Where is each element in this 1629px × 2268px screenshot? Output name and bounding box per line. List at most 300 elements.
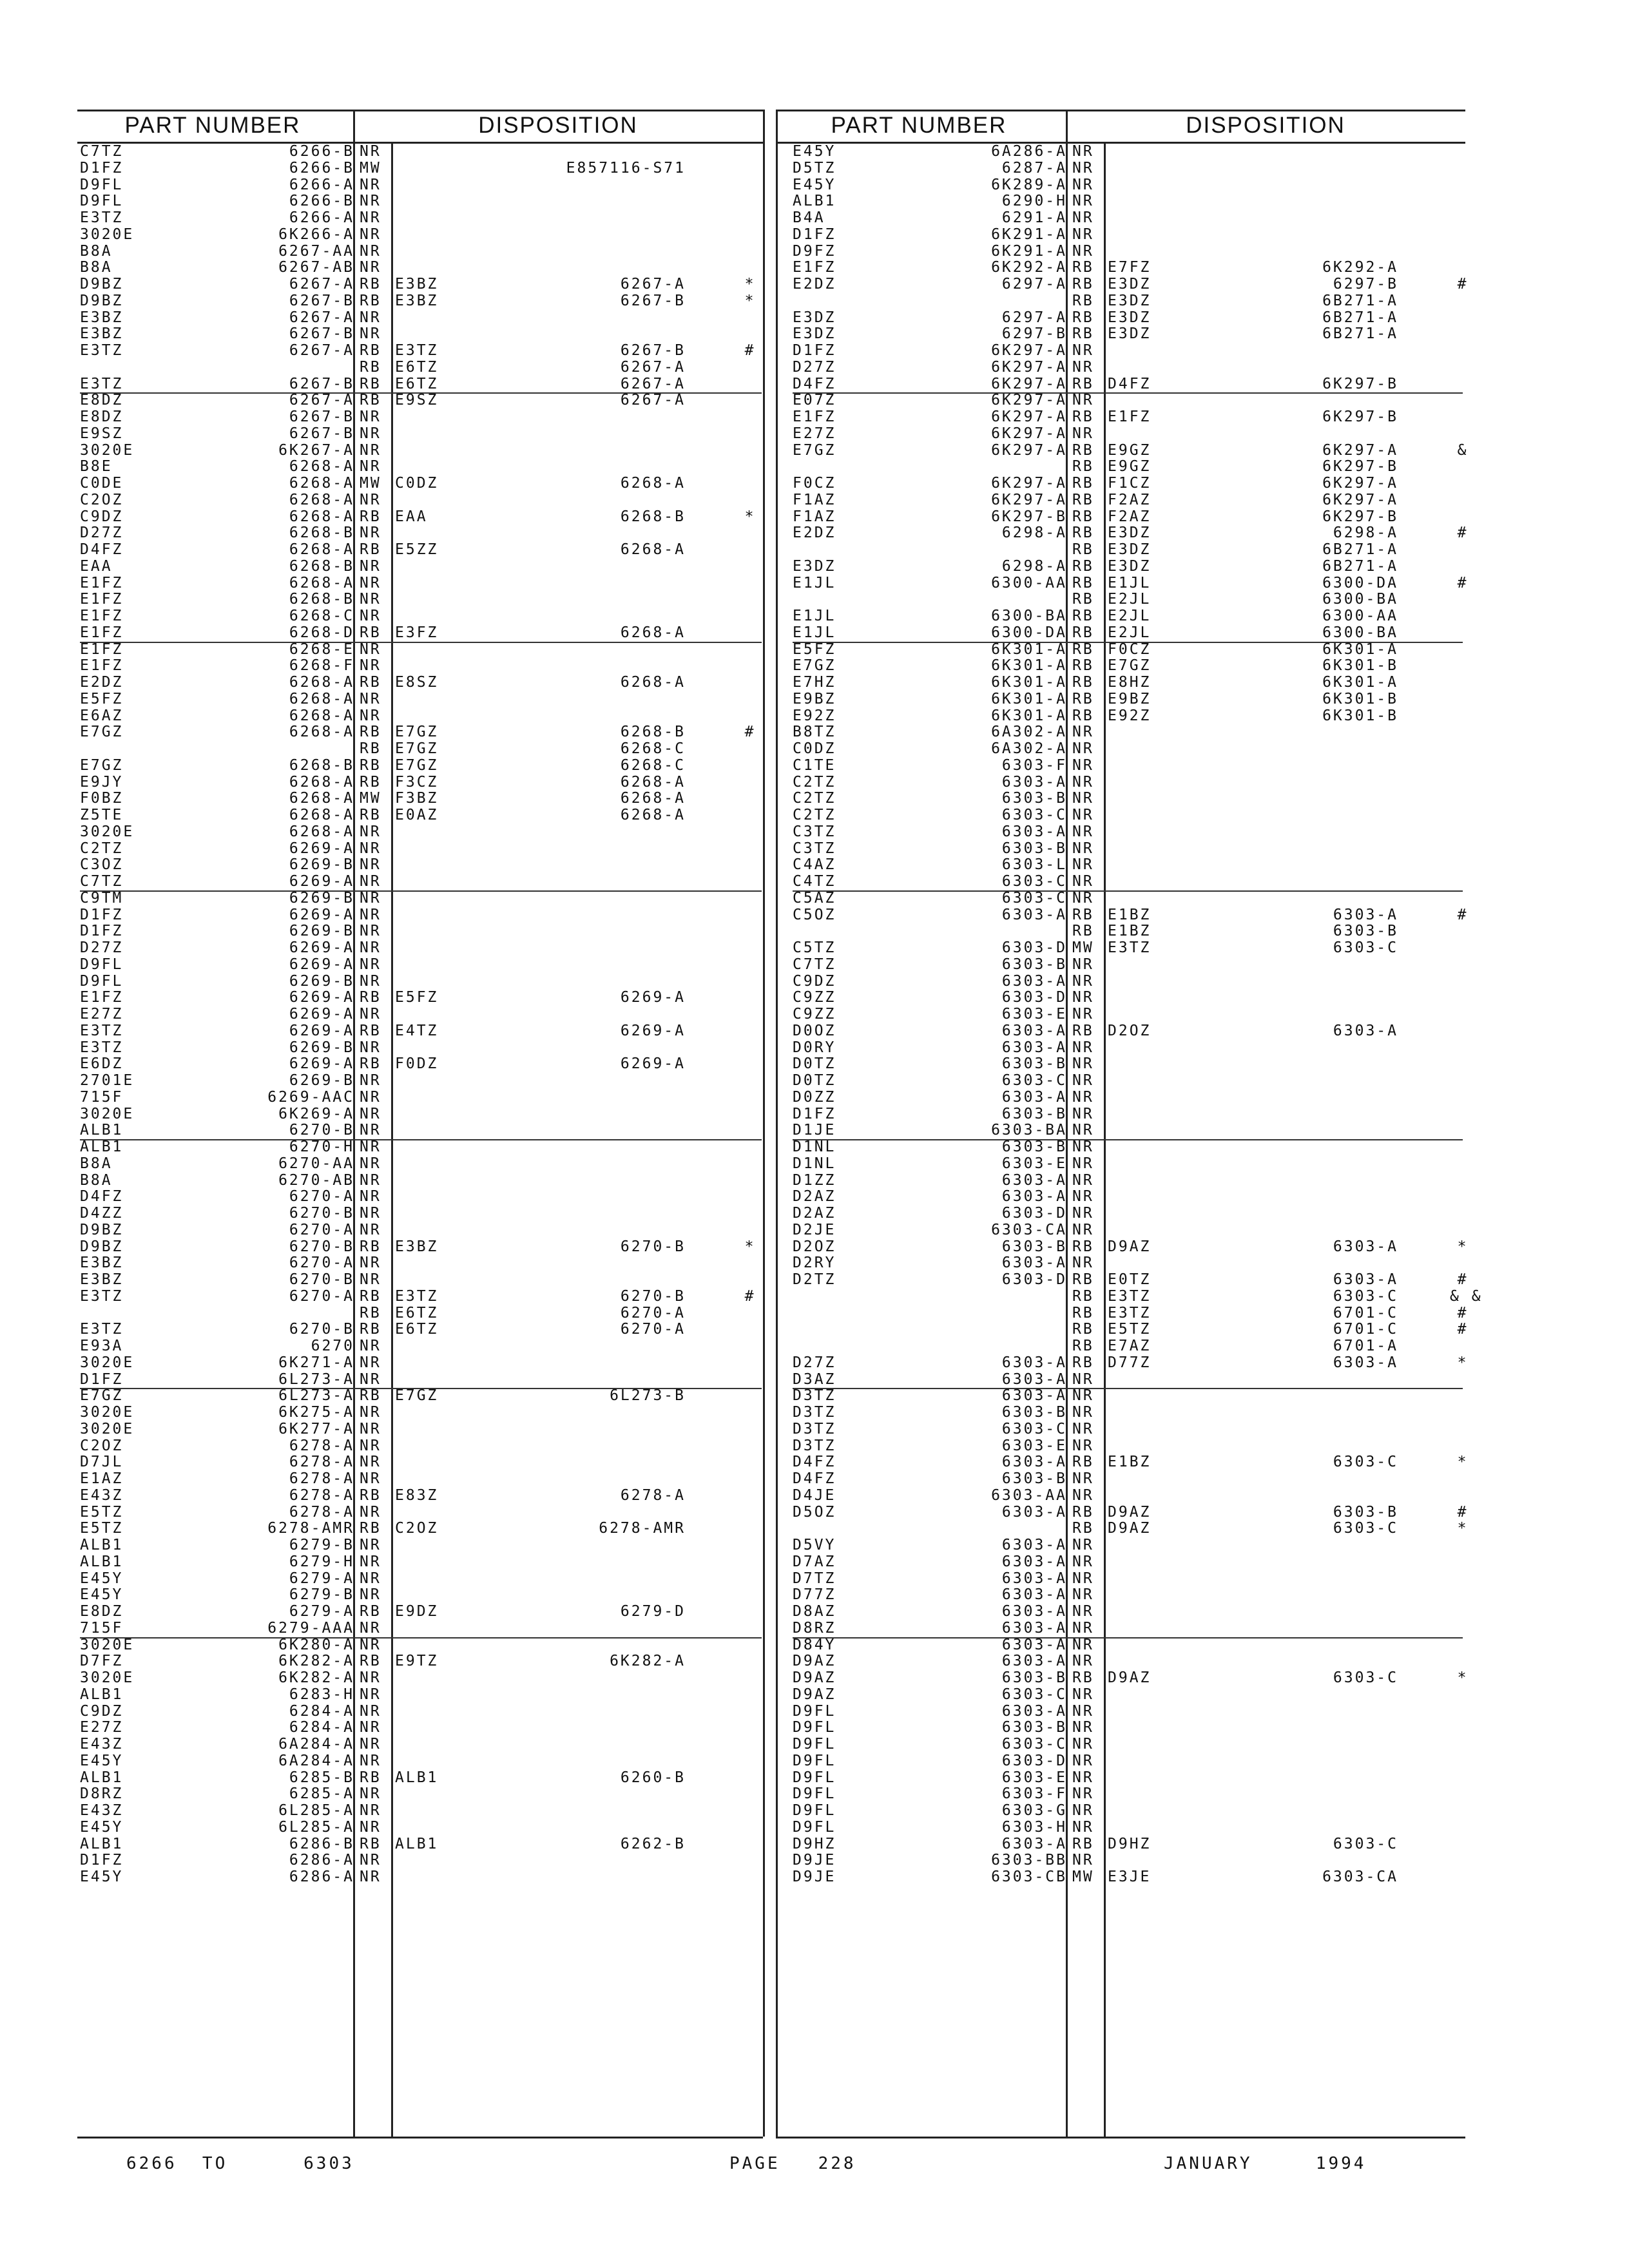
model-code: C9TM (80, 889, 124, 907)
disposition-code: NR (1072, 1553, 1094, 1570)
part-number: 6267-B (289, 325, 354, 343)
model-code: C2TZ (793, 807, 836, 823)
disposition-code: RB (1072, 674, 1094, 691)
table-row (793, 1520, 1469, 1537)
replacement-part: 6267-B (620, 342, 686, 359)
part-number: 6287-A (1001, 159, 1067, 177)
table-row (80, 559, 762, 575)
disposition-code: NR (360, 1354, 381, 1371)
replacement-part: 6K301-B (1322, 690, 1398, 707)
table-row (80, 1338, 762, 1355)
part-number: 6303-CA (991, 1221, 1067, 1238)
disposition-code: NR (1072, 209, 1094, 226)
model-code: E1FZ (80, 574, 124, 591)
model-code: D1FZ (80, 1852, 124, 1869)
disposition-code: NR (360, 441, 381, 459)
table-row (80, 492, 762, 509)
model-code: E1JL (793, 574, 836, 591)
disposition-code: NR (360, 840, 381, 857)
model-code: D9FL (793, 1736, 836, 1753)
table-row (80, 940, 762, 957)
table-row (793, 1454, 1469, 1471)
disposition-code: RB (360, 773, 381, 791)
disposition-code: RB (1072, 375, 1094, 392)
disposition-code: NR (360, 1785, 381, 1803)
table-row (80, 841, 762, 858)
model-code: D1FZ (80, 1370, 124, 1388)
table-row (80, 426, 762, 443)
model-code: D1FZ (793, 226, 836, 243)
table-row (80, 1869, 762, 1886)
disposition-code: RB (360, 1321, 381, 1338)
table-row (793, 791, 1463, 807)
model-code: D77Z (793, 1586, 836, 1604)
table-row (80, 1753, 762, 1770)
replacement-model: F2AZ (1108, 508, 1152, 525)
table-row (80, 1521, 762, 1537)
model-code: 3020E (80, 823, 135, 840)
disposition-code: NR (1072, 1653, 1094, 1670)
flag: # (744, 724, 756, 741)
disposition-code: NR (1072, 1686, 1094, 1703)
part-number: 6303-B (1001, 1669, 1067, 1686)
replacement-model: D2OZ (1108, 1022, 1152, 1039)
replacement-model: E9DZ (395, 1603, 439, 1620)
model-code: F0BZ (80, 790, 124, 807)
disposition-code: RB (360, 1022, 381, 1039)
table-row (80, 608, 762, 625)
replacement-model: E2JL (1108, 591, 1152, 608)
disposition-code: NR (360, 1088, 381, 1106)
disposition-code: NR (360, 856, 381, 874)
table-row (80, 1803, 762, 1820)
model-code: D1FZ (80, 159, 124, 177)
table-row (793, 524, 1469, 542)
table-row (80, 1056, 762, 1073)
replacement-part: 6303-A (1333, 1354, 1398, 1371)
part-number: 6267-B (289, 375, 354, 392)
disposition-code: RB (1072, 1669, 1094, 1686)
part-number: 6268-A (289, 574, 354, 591)
disposition-code: NR (1072, 159, 1094, 177)
part-number: 6303-D (1001, 939, 1067, 956)
model-code: C5TZ (793, 939, 836, 956)
table-row (793, 1852, 1463, 1869)
replacement-model: F3BZ (395, 790, 439, 807)
table-row (80, 774, 762, 791)
part-number: 6303-A (1001, 1553, 1067, 1570)
part-number: 6303-A (1001, 1454, 1067, 1471)
table-row (80, 591, 762, 608)
bottom-rule-left (77, 2137, 763, 2138)
part-number: 6298-A (1001, 524, 1067, 542)
table-row (80, 1786, 762, 1803)
model-code: C9ZZ (793, 1006, 836, 1023)
replacement-model: E0AZ (395, 807, 439, 823)
part-number: 6K291-A (991, 226, 1067, 243)
disposition-code: NR (1072, 1006, 1094, 1023)
disposition-code: NR (1072, 740, 1094, 757)
table-row (80, 1653, 762, 1670)
table-row (793, 1736, 1463, 1753)
part-number: 6L285-A (278, 1802, 354, 1819)
disposition-code: NR (1072, 1537, 1094, 1553)
disposition-code: RB (1072, 1835, 1094, 1852)
replacement-part: 6701-A (1333, 1338, 1398, 1354)
disposition-code: RB (1072, 657, 1094, 675)
replacement-model: E8HZ (1108, 674, 1152, 691)
part-number: 6303-B (1001, 840, 1067, 857)
model-code: D1JE (793, 1122, 836, 1139)
part-number: 6303-A (1001, 1570, 1067, 1587)
part-number: 6270-A (289, 1221, 354, 1238)
replacement-part: 6K297-A (1322, 441, 1398, 459)
flag: * (1457, 1238, 1469, 1255)
disposition-code: NR (360, 491, 381, 508)
replacement-part: 6K301-B (1322, 707, 1398, 724)
replacement-model: E3BZ (395, 276, 439, 293)
replacement-model: D9AZ (1108, 1520, 1152, 1537)
model-code: E7GZ (80, 724, 124, 741)
table-row (793, 1704, 1463, 1720)
model-code: E1FZ (80, 608, 124, 624)
part-number: 6A284-A (278, 1736, 354, 1753)
disposition-code: RB (1072, 1271, 1094, 1288)
table-row (80, 1189, 762, 1206)
part-number: 6K297-A (991, 475, 1067, 492)
table-row (80, 1289, 762, 1305)
replacement-model: E6TZ (395, 358, 439, 376)
part-number: 6268-A (289, 491, 354, 508)
table-row (80, 210, 762, 227)
model-code: C4AZ (793, 856, 836, 874)
part-number: 6267-AA (278, 242, 354, 260)
part-number: 6269-A (289, 1055, 354, 1073)
table-row (793, 1073, 1463, 1090)
disposition-code: NR (360, 1221, 381, 1238)
model-code: E1FZ (793, 408, 836, 425)
disposition-code: NR (1072, 143, 1094, 160)
replacement-part: 6303-C (1333, 1287, 1398, 1305)
table-row (793, 1056, 1463, 1073)
model-code: E27Z (793, 425, 836, 442)
part-number: 6K301-A (991, 640, 1067, 658)
table-row (80, 1736, 762, 1753)
model-code: D3TZ (793, 1387, 836, 1405)
replacement-part: 6268-C (620, 756, 686, 774)
disposition-code: MW (1072, 939, 1094, 956)
replacement-model: E3JE (1108, 1869, 1152, 1885)
table-row (793, 1173, 1463, 1189)
replacement-model: F0DZ (395, 1055, 439, 1073)
part-number: 6303-F (1001, 1785, 1067, 1803)
replacement-model: E3TZ (1108, 1287, 1152, 1305)
table-row (80, 525, 762, 542)
table-row (793, 1836, 1463, 1853)
replacement-part: 6268-C (620, 740, 686, 757)
table-row (793, 724, 1463, 741)
table-row (80, 907, 762, 924)
replacement-model: D9AZ (1108, 1238, 1152, 1255)
replacement-part: 6303-CA (1322, 1869, 1398, 1885)
model-code: D2RY (793, 1254, 836, 1272)
part-number: 6303-B (1001, 790, 1067, 807)
disposition-code: RB (1072, 1354, 1094, 1371)
part-number: 6266-B (289, 143, 354, 160)
part-number: 6268-A (289, 724, 354, 741)
replacement-part: 6278-A (620, 1486, 686, 1504)
table-row (793, 741, 1463, 758)
disposition-code: RB (360, 1055, 381, 1073)
disposition-code: NR (360, 657, 381, 675)
disposition-code: NR (1072, 1171, 1094, 1189)
replacement-model: F1CZ (1108, 475, 1152, 492)
disposition-code: NR (1072, 889, 1094, 907)
part-number: 6303-A (1001, 1835, 1067, 1852)
table-row (793, 974, 1463, 990)
replacement-part: 6L273-B (610, 1387, 686, 1405)
replacement-model: E7AZ (1108, 1338, 1152, 1354)
replacement-part: 6268-A (620, 475, 686, 492)
part-number: 6K266-A (278, 226, 354, 243)
replacement-model: ALB1 (395, 1835, 439, 1852)
part-number: 6290-H (1001, 193, 1067, 210)
table-row (80, 1820, 762, 1836)
part-number: 6303-B (1001, 1105, 1067, 1122)
disposition-code: NR (360, 1420, 381, 1437)
replacement-part: 6K297-B (1322, 408, 1398, 425)
model-code: E8DZ (80, 392, 124, 409)
disposition-code: NR (360, 608, 381, 624)
table-row (80, 1620, 762, 1639)
part-number: 6268-B (289, 557, 354, 575)
replacement-part: 6K297-B (1322, 458, 1398, 476)
table-row (80, 1488, 762, 1504)
replacement-model: E2JL (1108, 624, 1152, 641)
table-row (793, 260, 1463, 276)
model-code: D8RZ (793, 1619, 836, 1637)
table-row (793, 426, 1463, 443)
part-number: 6303-C (1001, 807, 1067, 823)
disposition-code: NR (360, 1719, 381, 1736)
part-number: 6267-A (289, 309, 354, 326)
disposition-code: NR (360, 176, 381, 193)
disposition-code: NR (1072, 756, 1094, 774)
part-number: 6285-B (289, 1769, 354, 1786)
table-row (80, 1139, 762, 1156)
model-code: E1AZ (80, 1470, 124, 1487)
table-row (80, 658, 762, 675)
disposition-code: NR (1072, 1785, 1094, 1803)
model-code: D9HZ (793, 1835, 836, 1852)
table-row (793, 1786, 1463, 1803)
table-row (793, 906, 1469, 924)
disposition-code: NR (360, 1619, 381, 1637)
disposition-code: NR (360, 1338, 381, 1354)
part-number: 6269-A (289, 989, 354, 1006)
part-number: 6303-B (1001, 1139, 1067, 1155)
disposition-code: NR (1072, 1586, 1094, 1604)
replacement-part: 6268-A (620, 773, 686, 791)
part-number: 6270-B (289, 1238, 354, 1255)
model-code: C9ZZ (793, 989, 836, 1006)
replacement-model: C0DZ (395, 475, 439, 492)
flag: # (1457, 1503, 1469, 1521)
disposition-code: NR (1072, 1437, 1094, 1454)
replacement-part: 6K292-A (1322, 259, 1398, 276)
disposition-code: RB (1072, 408, 1094, 425)
table-row (80, 293, 762, 310)
disposition-code: NR (360, 1586, 381, 1604)
model-code: E3BZ (80, 309, 124, 326)
table-row (793, 1338, 1463, 1355)
table-row (80, 1720, 762, 1736)
table-row (793, 990, 1463, 1006)
model-code: E3TZ (80, 1287, 124, 1305)
part-number: 6270-AA (278, 1155, 354, 1172)
disposition-code: NR (1072, 1802, 1094, 1819)
model-code: E6DZ (80, 1055, 124, 1073)
replacement-model: E6TZ (395, 1304, 439, 1321)
part-number: 6K271-A (278, 1354, 354, 1371)
flag: # (1457, 906, 1469, 923)
part-number: 6303-A (1001, 1088, 1067, 1106)
replacement-part: 6K301-A (1322, 674, 1398, 691)
replacement-model: E9TZ (395, 1653, 439, 1670)
table-row (793, 591, 1463, 608)
table-row (80, 1222, 762, 1239)
disposition-code: RB (360, 1603, 381, 1620)
part-number: 6269-B (289, 1072, 354, 1089)
part-number: 6268-F (289, 657, 354, 675)
table-row (793, 708, 1463, 725)
replacement-part: 6K297-A (1322, 491, 1398, 508)
model-code: E7GZ (793, 657, 836, 675)
model-code: E43Z (80, 1736, 124, 1753)
table-row (793, 492, 1463, 509)
disposition-code: RB (1072, 1454, 1094, 1471)
replacement-part: 6297-B (1333, 276, 1398, 293)
disposition-code: NR (360, 1869, 381, 1885)
part-number: 6268-A (289, 475, 354, 492)
part-number: 6268-A (289, 674, 354, 691)
disposition-code: RB (360, 1653, 381, 1670)
part-number: 6269-B (289, 889, 354, 907)
part-number: 6278-A (289, 1454, 354, 1471)
disposition-code: NR (360, 1039, 381, 1056)
disposition-code: NR (360, 1122, 381, 1139)
part-number: 6303-A (1001, 972, 1067, 990)
replacement-part: 6701-C (1333, 1304, 1398, 1321)
part-number: 6268-A (289, 458, 354, 476)
disposition-code: NR (360, 956, 381, 973)
replacement-part: 6268-A (620, 541, 686, 558)
part-number: 6268-E (289, 640, 354, 658)
replacement-model: D4FZ (1108, 375, 1152, 392)
model-code: D9FL (80, 972, 124, 990)
table-row (80, 1090, 762, 1106)
model-code: ALB1 (80, 1122, 124, 1139)
part-number: 6269-B (289, 972, 354, 990)
model-code: D0ZZ (793, 1088, 836, 1106)
model-code: 3020E (80, 226, 135, 243)
model-code: D9FL (793, 1802, 836, 1819)
replacement-model: E7GZ (395, 756, 439, 774)
disposition-code: MW (360, 790, 381, 807)
disposition-code: NR (1072, 1072, 1094, 1089)
table-row (793, 343, 1463, 360)
part-number: 6266-A (289, 209, 354, 226)
disposition-code: NR (360, 574, 381, 591)
model-code: D8AZ (793, 1603, 836, 1620)
table-row (80, 1471, 762, 1488)
disposition-code: RB (360, 276, 381, 293)
replacement-model: E7FZ (1108, 259, 1152, 276)
part-number: 6K301-A (991, 674, 1067, 691)
part-number: 6K301-A (991, 657, 1067, 675)
table-row (793, 1537, 1463, 1554)
part-number: 6K297-B (991, 508, 1067, 525)
disposition-code: NR (1072, 1769, 1094, 1786)
disposition-code: RB (360, 1387, 381, 1405)
model-code: D9JE (793, 1869, 836, 1885)
disposition-code: NR (1072, 856, 1094, 874)
replacement-model: E2JL (1108, 608, 1152, 624)
model-code: D7FZ (80, 1653, 124, 1670)
part-number: 6L273-A (278, 1387, 354, 1405)
model-code: C1TE (793, 756, 836, 774)
table-row (793, 144, 1463, 160)
disposition-code: NR (1072, 873, 1094, 890)
model-code: D3AZ (793, 1370, 836, 1388)
table-row (793, 874, 1463, 892)
model-code: D9FL (793, 1769, 836, 1786)
part-number: 6268-B (289, 756, 354, 774)
disposition-code: NR (360, 408, 381, 425)
disposition-code: RB (1072, 557, 1094, 575)
flag: # (744, 342, 756, 359)
part-number: 6270-A (289, 1287, 354, 1305)
model-code: E3TZ (80, 1321, 124, 1338)
part-number: 6270-AB (278, 1171, 354, 1189)
model-code: D3TZ (793, 1437, 836, 1454)
part-number: 6266-B (289, 159, 354, 177)
disposition-code: NR (1072, 1420, 1094, 1437)
part-number: 6303-A (1001, 1636, 1067, 1653)
table-row (793, 1156, 1463, 1173)
replacement-model: E6TZ (395, 1321, 439, 1338)
table-row (793, 1421, 1463, 1438)
table-row (80, 1122, 762, 1140)
replacement-model: F2AZ (1108, 491, 1152, 508)
replacement-model: E5ZZ (395, 541, 439, 558)
part-number: 6270-H (289, 1139, 354, 1155)
disposition-code: NR (1072, 1122, 1094, 1139)
disposition-code: RB (1072, 309, 1094, 326)
replacement-model: E9BZ (1108, 690, 1152, 707)
part-number: 6278-AMR (267, 1520, 354, 1537)
disposition-code: NR (1072, 956, 1094, 973)
table-row (793, 476, 1463, 492)
disposition-code: NR (1072, 226, 1094, 243)
flag: # (1457, 524, 1469, 542)
table-row (793, 1006, 1463, 1023)
disposition-code: RB (1072, 1338, 1094, 1354)
table-row (80, 1770, 762, 1787)
table-row (80, 509, 762, 526)
table-row (793, 1271, 1469, 1289)
replacement-part: 6269-A (620, 989, 686, 1006)
